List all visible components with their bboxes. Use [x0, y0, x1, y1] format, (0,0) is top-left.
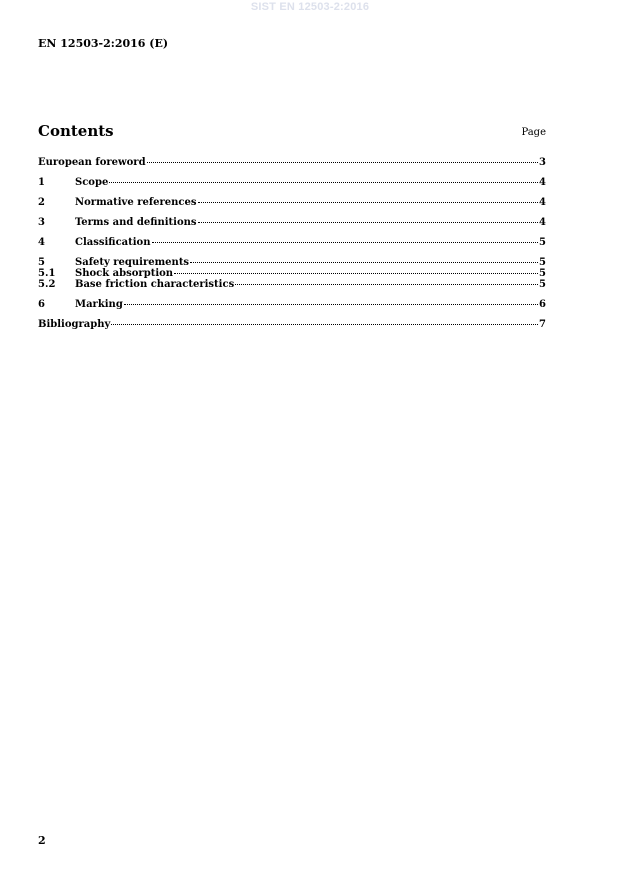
- toc-entry-title: Bibliography: [38, 319, 111, 330]
- toc-entry-number: 6: [38, 299, 45, 310]
- toc-entry-page: 5: [539, 268, 546, 279]
- toc-entry[interactable]: [38, 319, 546, 330]
- toc-entry-page: 6: [539, 299, 546, 310]
- watermark: SIST EN 12503-2:2016: [250, 1, 370, 13]
- toc-entry-page: 3: [539, 157, 546, 168]
- toc-leader-dots: [198, 221, 539, 223]
- toc-entry[interactable]: [38, 177, 546, 188]
- toc-entry-page: 5: [539, 279, 546, 290]
- toc-entry[interactable]: [38, 268, 546, 279]
- toc-entry[interactable]: [38, 299, 546, 310]
- toc-entry-page: 4: [539, 217, 546, 228]
- toc-leader-dots: [111, 323, 538, 325]
- toc-entry-number: 4: [38, 237, 45, 248]
- toc-entry-title: Shock absorption: [75, 268, 174, 279]
- toc-leader-dots: [198, 201, 539, 203]
- toc-entry-number: 5.1: [38, 268, 56, 279]
- toc-entry-page: 7: [539, 319, 546, 330]
- toc-entry-title: Scope: [75, 177, 109, 188]
- toc-leader-dots: [109, 181, 538, 183]
- toc-entry-number: 5: [38, 257, 45, 268]
- toc-leader-dots: [152, 241, 539, 243]
- toc-leader-dots: [235, 283, 538, 285]
- toc-entry[interactable]: [38, 217, 546, 228]
- toc-entry-title: European foreword: [38, 157, 146, 168]
- toc-entry-title: Classification: [75, 237, 151, 248]
- toc-entry-number: 2: [38, 197, 45, 208]
- toc-entry-title: Marking: [75, 299, 123, 310]
- toc-entry[interactable]: [38, 279, 546, 290]
- toc-leader-dots: [174, 272, 538, 274]
- toc-leader-dots: [124, 303, 538, 305]
- toc-entry-page: 4: [539, 177, 546, 188]
- toc-entry[interactable]: [38, 157, 546, 168]
- toc-entry-number: 1: [38, 177, 45, 188]
- page-number: 2: [38, 834, 46, 847]
- toc-entry-number: 3: [38, 217, 45, 228]
- contents-heading: Contents: [38, 122, 114, 140]
- toc-leader-dots: [147, 161, 538, 163]
- toc-entry-number: 5.2: [38, 279, 56, 290]
- toc-entry-title: Terms and definitions: [75, 217, 197, 228]
- table-of-contents: [38, 157, 546, 330]
- toc-entry[interactable]: [38, 237, 546, 248]
- toc-leader-dots: [190, 261, 538, 263]
- toc-entry-title: Safety requirements: [75, 257, 190, 268]
- page-column-label: Page: [521, 127, 546, 138]
- toc-entry-title: Base friction characteristics: [75, 279, 235, 290]
- document-identifier: EN 12503-2:2016 (E): [38, 37, 169, 50]
- toc-entry-page: 5: [539, 237, 546, 248]
- toc-entry[interactable]: [38, 197, 546, 208]
- toc-entry-title: Normative references: [75, 197, 197, 208]
- toc-entry-page: 5: [539, 257, 546, 268]
- toc-entry-page: 4: [539, 197, 546, 208]
- toc-entry[interactable]: [38, 257, 546, 268]
